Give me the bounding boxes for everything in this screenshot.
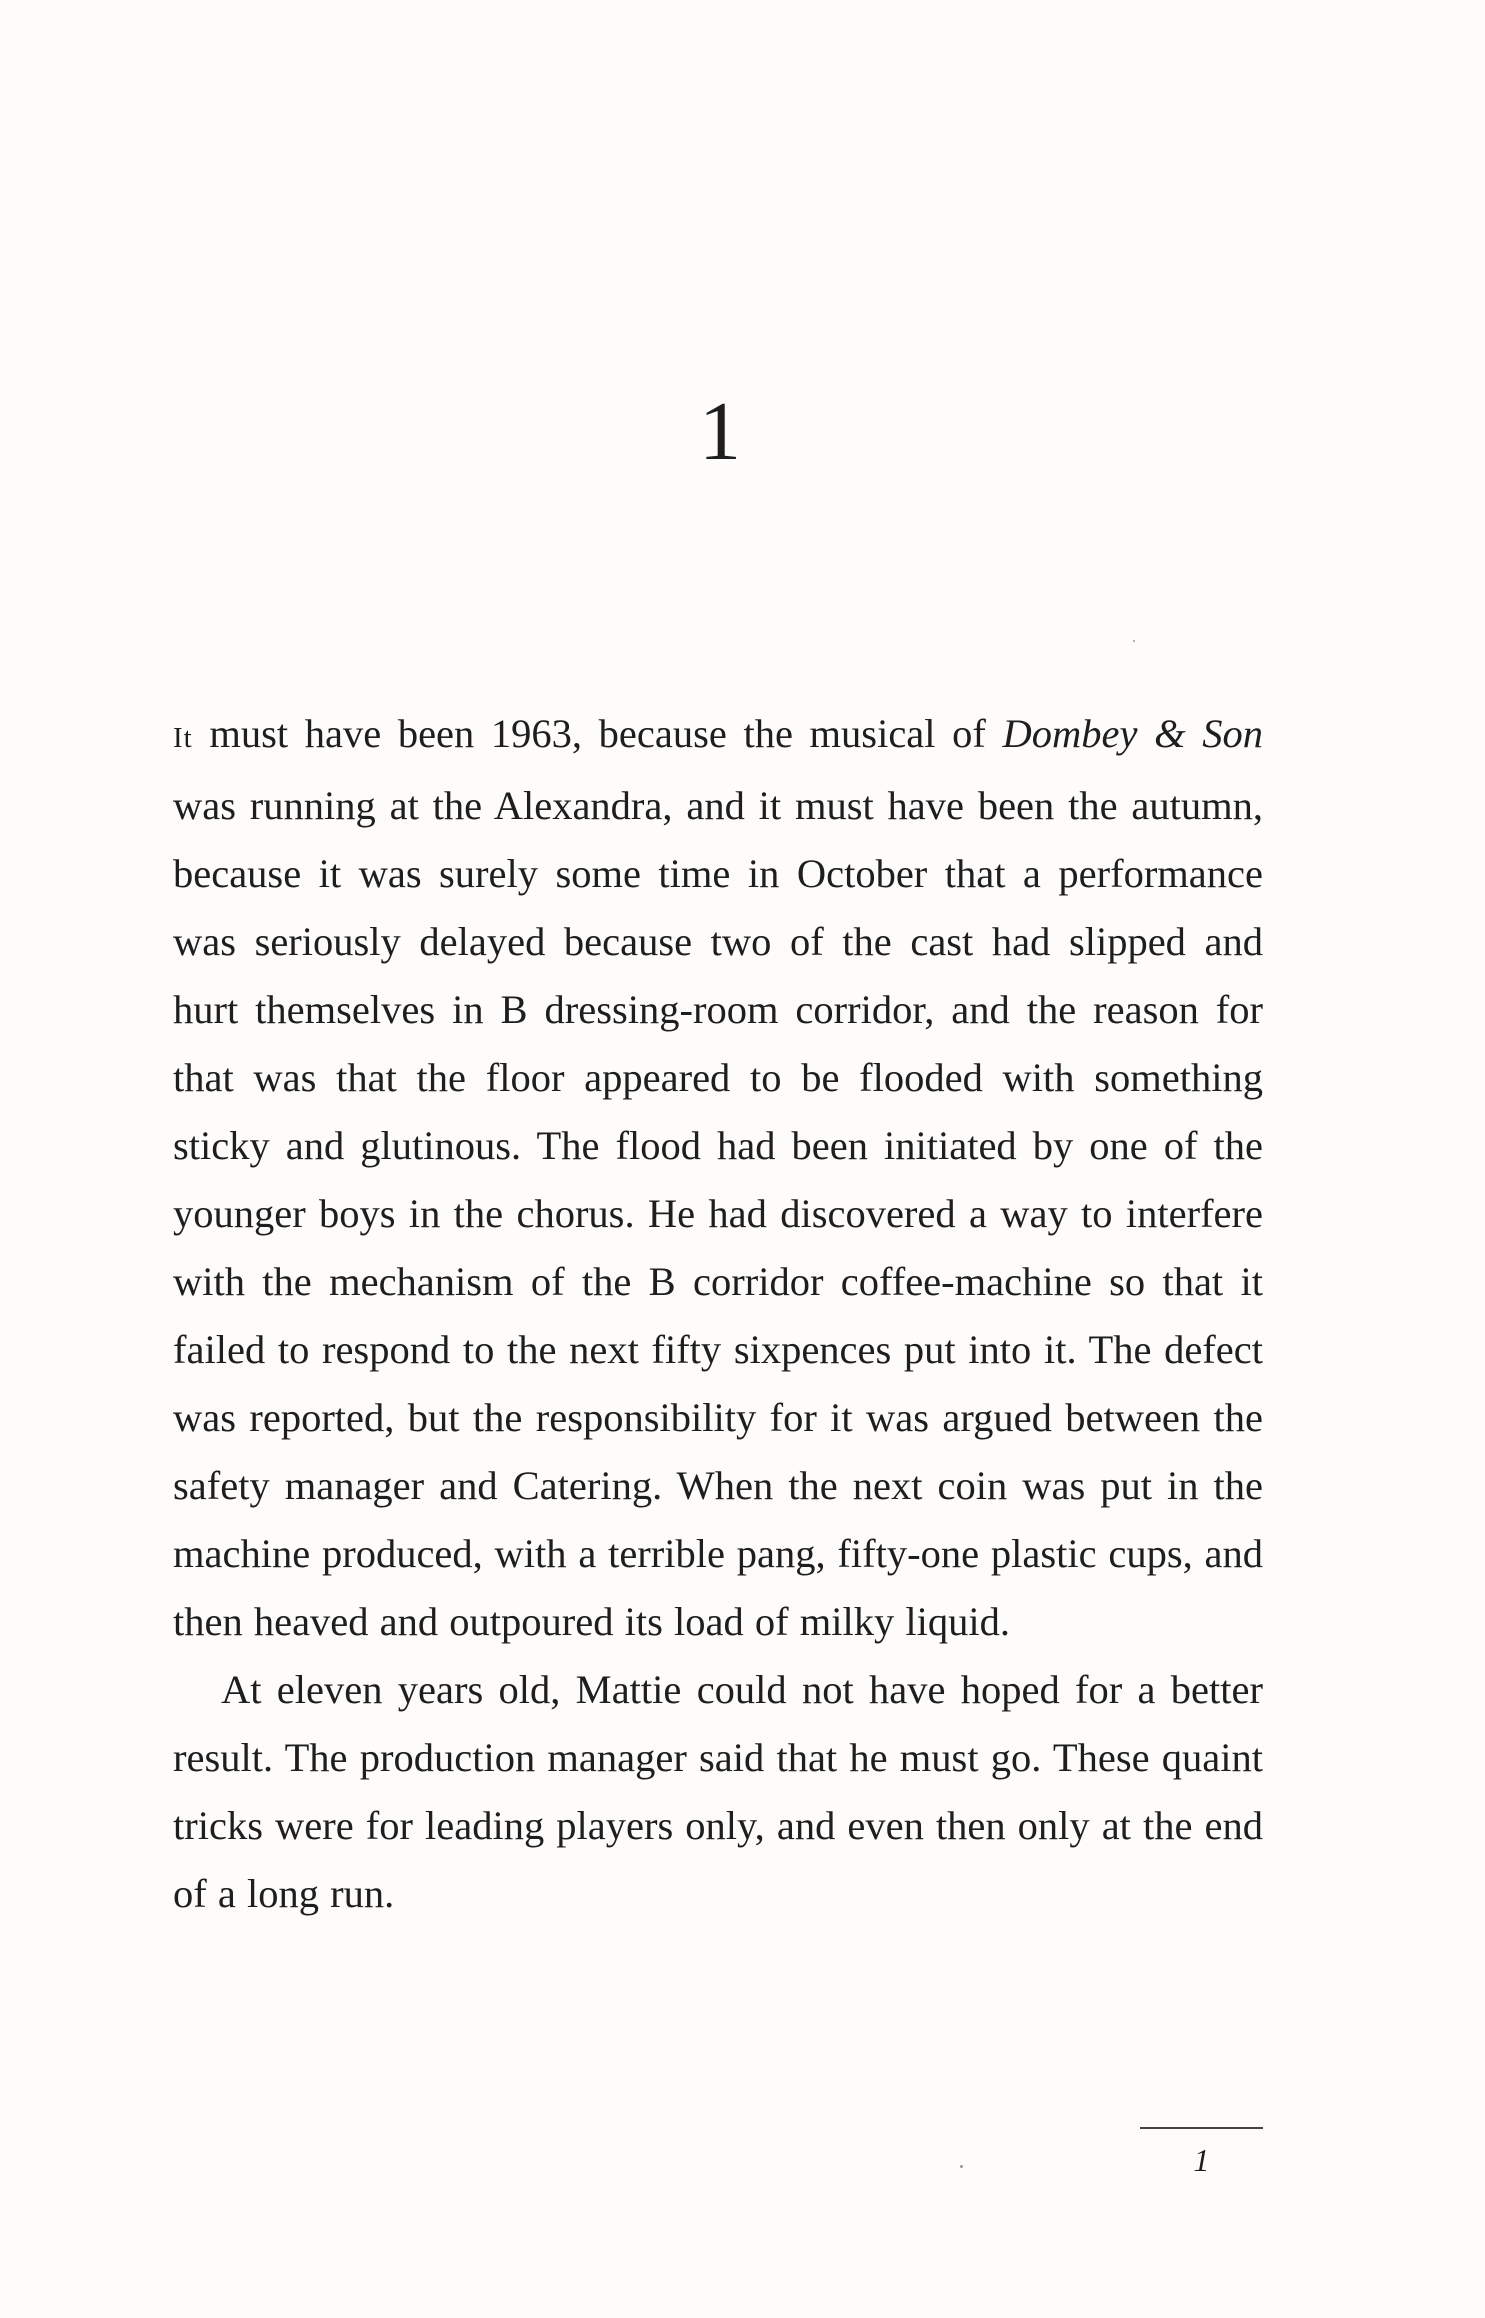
small-caps-opening: It [173,722,193,754]
paper-speck [960,2165,963,2168]
paragraph-text: was running at the Alexandra, and it must have been the autumn, because it was surely some time in October that a performance was seriously delayed because two of the cast had slipped and hurt themselves in B dressing-room corridor, and the reason for that was that the floor appeared to be flooded with something sticky and glutinous. The flood had been initiated by one of the younger boys in the chorus. He had discovered a way to interfere with the mechanism of the B corridor coffee-machine so that it failed to respond to the next fifty sixpences put into it. The defect was reported, but the responsibility for it was argued between the safety manager and Catering. When the next coin was put in the machine produced, with a terrible pang, fifty-one plastic cups, and then heaved and outpoured its load of milky liquid. [173,783,1263,1644]
paragraph-text: must have been 1963, because the musical of [192,711,1003,756]
body-text [173,700,1263,1928]
paragraph: At eleven years old, Mattie could not have hoped for a better result. The production manager said that he must go. These quaint tricks were for leading players only, and even then only at the end of a long run. [173,1667,1263,1916]
paper-speck [1133,640,1135,642]
page-number: 1 [1193,2142,1210,2178]
footer-rule [1140,2127,1263,2129]
paragraph [173,700,1263,1656]
chapter-number: 1 [699,385,741,478]
book-title-italic: Dombey & Son [1002,711,1263,756]
